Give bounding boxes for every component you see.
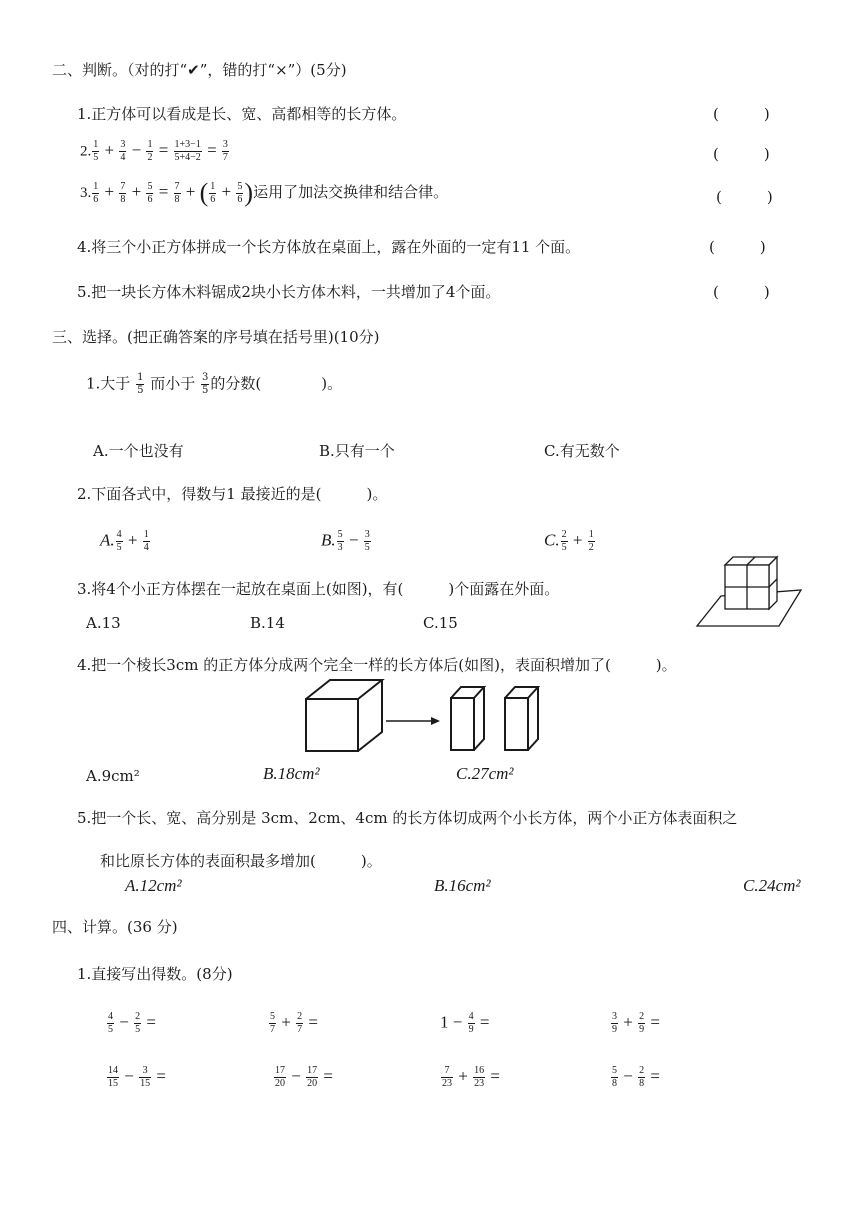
calc-sub1: 1.直接写出得数。(8分) xyxy=(77,965,233,983)
choice-q3: 3.将4个小正方体摆在一起放在桌面上(如图)，有( )个面露在外面。 xyxy=(77,580,560,598)
answer-paren[interactable]: ( ) xyxy=(709,238,766,256)
judge-q1: 1.正方体可以看成是长、宽、高都相等的长方体。 xyxy=(77,105,407,123)
choice-q5-line1: 5.把一个长、宽、高分别是 3cm、2cm、4cm 的长方体切成两个小长方体，两个小正方体表面积之 xyxy=(77,809,738,827)
choice-q4-option-a[interactable]: A.9cm² xyxy=(86,767,140,785)
choice-q2-option-c[interactable]: C. $\frac{2}{5}$ + $\frac{1}{2}$ xyxy=(544,529,594,553)
choice-q4-option-b[interactable]: B.18cm² xyxy=(263,764,320,783)
answer-paren[interactable]: ( ) xyxy=(713,105,770,123)
choice-q3-option-c[interactable]: C.15 xyxy=(423,614,458,632)
calc-item: $\frac{4}{5}$ − $\frac{2}{5}$ = xyxy=(108,1011,156,1035)
calc-item: $\frac{7}{23}$ + $\frac{16}{23}$ = xyxy=(442,1065,500,1089)
choice-q5-option-c[interactable]: C.24cm² xyxy=(743,876,801,895)
choice-q3-option-b[interactable]: B.14 xyxy=(250,614,285,632)
choice-q5-option-a[interactable]: A.12cm² xyxy=(125,876,182,895)
calc-item: $\frac{5}{7}$ + $\frac{2}{7}$ = xyxy=(270,1011,318,1035)
judge-q5: 5.把一块长方体木料锯成2块小长方体木料，一共增加了4个面。 xyxy=(77,283,501,301)
cube-split-figure xyxy=(300,676,550,756)
choice-q4-option-c[interactable]: C.27cm² xyxy=(456,764,514,783)
choice-q2: 2.下面各式中，得数与1 最接近的是( )。 xyxy=(77,485,388,503)
choice-q5-option-b[interactable]: B.16cm² xyxy=(434,876,491,895)
choice-q2-option-a[interactable]: A. $\frac{4}{5}$ + $\frac{1}{4}$ xyxy=(100,529,149,553)
answer-paren[interactable]: ( ) xyxy=(716,188,773,206)
choice-q1-option-c[interactable]: C.有无数个 xyxy=(544,442,620,460)
calc-item: $\frac{14}{15}$ − $\frac{3}{15}$ = xyxy=(108,1065,166,1089)
judge-q3: 3. $\frac{1}{6}$ + $\frac{7}{8}$ + $\frac{5}{6}$ = $\frac{7}{8}$ + ( $\frac{1}{6}$ + $\frac{5}{6}$ )运用了加法交换律和结合律。 xyxy=(80,178,449,207)
cubes-on-table-figure xyxy=(695,552,805,628)
calc-item: $\frac{17}{20}$ − $\frac{17}{20}$ = xyxy=(275,1065,333,1089)
judge-q2: 2. $\frac{1}{5}$ + $\frac{3}{4}$ − $\frac{1}{2}$ = $\frac{1+3-1}{5+4-2}$ = $\frac{3}{7}$ xyxy=(80,139,228,163)
calc-item: 1 − $\frac{4}{9}$ = xyxy=(440,1011,490,1035)
calc-heading: 四、计算。(36 分) xyxy=(52,918,178,936)
calc-item: $\frac{3}{9}$ + $\frac{2}{9}$ = xyxy=(612,1011,660,1035)
calc-item: $\frac{5}{8}$ − $\frac{2}{8}$ = xyxy=(612,1065,660,1089)
choice-q3-option-a[interactable]: A.13 xyxy=(86,614,121,632)
choice-q1: 1.大于 $\frac{1}{5}$ 而小于 $\frac{3}{5}$ 的分数( )。 xyxy=(86,372,343,396)
choice-q5-line2: 和比原长方体的表面积最多增加( )。 xyxy=(100,852,382,870)
choice-heading: 三、选择。(把正确答案的序号填在括号里)(10分) xyxy=(52,328,380,346)
choice-q1-option-b[interactable]: B.只有一个 xyxy=(319,442,395,460)
choice-q1-option-a[interactable]: A.一个也没有 xyxy=(93,442,184,460)
judge-q4: 4.将三个小正方体拼成一个长方体放在桌面上，露在外面的一定有11 个面。 xyxy=(77,238,581,256)
judge-heading: 二、判断。（对的打“✔”，错的打“×”）(5分) xyxy=(52,61,347,79)
choice-q2-option-b[interactable]: B. $\frac{5}{3}$ − $\frac{3}{5}$ xyxy=(321,529,370,553)
answer-paren[interactable]: ( ) xyxy=(713,283,770,301)
choice-q4: 4.把一个棱长3cm 的正方体分成两个完全一样的长方体后(如图)，表面积增加了( )。 xyxy=(77,656,677,674)
answer-paren[interactable]: ( ) xyxy=(713,145,770,163)
